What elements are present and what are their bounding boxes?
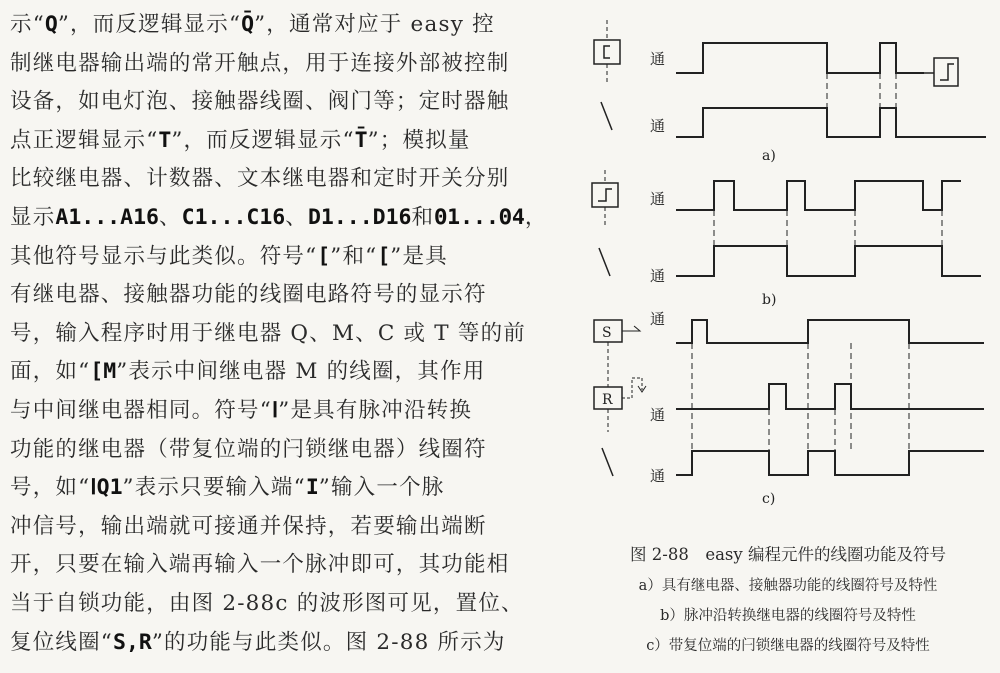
sub-label-a: a) (762, 148, 776, 164)
sub-label-c: c) (762, 491, 776, 507)
figure-2-88 (576, 0, 1000, 673)
pulse-edge-icon (598, 189, 612, 201)
text-line (10, 122, 565, 161)
coil-symbol-a (594, 40, 620, 64)
lcd-symbol: I (305, 475, 319, 501)
caption-item-b: b）脉冲沿转换继电器的线圈符号及特性 (660, 608, 916, 624)
text-run: ”输入一个脉 (318, 475, 445, 501)
panel-b (592, 170, 981, 308)
text-run: ”，而反逻辑显示“ (57, 12, 242, 37)
text-line (10, 83, 565, 122)
contact-switch-icon (599, 248, 610, 276)
lcd-symbol: Θ1...Θ4 (434, 204, 525, 230)
lcd-symbol: Q̄ (241, 12, 255, 37)
text-line (10, 431, 565, 470)
text-run: ”和“ (330, 243, 378, 269)
text-run: 号，如“ (10, 475, 91, 501)
tong-label: 通 (650, 467, 666, 485)
text-line (10, 238, 565, 277)
text-run: ”，而反逻辑显示“ (171, 127, 355, 153)
arrow-icon (622, 326, 640, 331)
text-run: 开，只要在输入端再输入一个脉冲即可，其功能相 (10, 552, 510, 578)
tong-label: 通 (650, 50, 666, 68)
text-run: 其他符号显示与此类似。符号“ (10, 243, 318, 269)
text-run: 面，如“ (10, 359, 91, 385)
text-line (10, 508, 565, 547)
text-line (10, 6, 565, 45)
waveform-diagram (576, 0, 1000, 540)
text-line (10, 315, 565, 354)
text-line (10, 45, 565, 84)
caption-item-c: c）带复位端的闩锁继电器的线圈符号及特性 (646, 638, 930, 654)
lcd-symbol: T̄ (354, 127, 368, 153)
lcd-symbol: A1...A16 (55, 204, 159, 230)
output-toggle-b (676, 246, 981, 276)
text-run: 设备，如电灯泡、接触器线圈、阀门等；定时器触 (10, 89, 510, 115)
text-run: 和 (411, 204, 435, 230)
pulse-edge-icon (940, 64, 954, 80)
text-run: ”是具 (390, 243, 448, 269)
text-run: 、 (285, 204, 308, 230)
text-line (10, 624, 565, 663)
coil-symbol-b (592, 183, 618, 207)
text-run: ”，通常对应于 easy 控 (254, 12, 495, 37)
text-run: 点正逻辑显示“ (10, 127, 159, 153)
panel-c (594, 310, 984, 507)
text-line (10, 469, 565, 508)
tong-label: 通 (650, 117, 666, 135)
lcd-symbol: [M (90, 359, 117, 385)
text-run: 与中间继电器相同。符号“ (10, 397, 272, 423)
text-line (10, 160, 565, 199)
tong-label: 通 (650, 406, 666, 424)
lcd-symbol: D1...D16 (307, 204, 412, 230)
text-line (10, 199, 565, 238)
set-signal-c (676, 320, 984, 343)
text-line (10, 546, 565, 585)
set-label: S (602, 325, 612, 341)
text-run: ”表示中间继电器 M 的线圈，其作用 (116, 359, 486, 385)
lcd-symbol: [ (317, 243, 331, 269)
text-line (10, 276, 565, 315)
lcd-symbol: Ⅰ (271, 397, 279, 423)
text-run: 、 (158, 204, 182, 230)
text-run: 冲信号，输出端就可接通并保持，若要输出端断 (10, 513, 487, 539)
text-run: 功能的继电器（带复位端的闩锁继电器）线圈符 (10, 436, 487, 462)
lcd-symbol: [ (377, 243, 391, 269)
lcd-symbol: ⅠQ1 (90, 475, 123, 501)
text-run: 当于自锁功能，由图 2-88c 的波形图可见，置位、 (10, 590, 524, 616)
sub-label-b: b) (762, 292, 777, 308)
text-line (10, 353, 565, 392)
lcd-symbol: S,R (113, 629, 152, 655)
reset-signal-c (676, 384, 984, 409)
text-run: ”表示只要输入端“ (122, 475, 306, 501)
tong-label: 通 (650, 190, 666, 208)
tong-label: 通 (650, 310, 666, 328)
text-line (10, 585, 565, 624)
output-signal-c (676, 451, 984, 475)
figure-caption: 图 2-88 easy 编程元件的线圈功能及符号 (630, 545, 946, 564)
text-run: 显示 (10, 204, 56, 230)
text-run: 复位线圈“ (10, 629, 113, 655)
contact-switch-icon (601, 102, 612, 130)
pulse-symbol-box (934, 58, 958, 86)
contact-switch-icon (602, 448, 613, 476)
text-run: 有继电器、接触器功能的线圈电路符号的显示符 (10, 282, 487, 308)
lcd-symbol: C1...C16 (181, 204, 286, 230)
coil-bracket-icon (604, 46, 610, 58)
lcd-symbol: T (158, 127, 172, 153)
text-run: 号，输入程序时用于继电器 Q、M、C 或 T 等的前 (10, 320, 526, 346)
text-line (10, 392, 565, 431)
text-run: ”是具有脉冲沿转换 (278, 397, 473, 423)
text-run: ， (524, 204, 548, 230)
text-run: 示“ (10, 12, 45, 37)
coil-signal-a (676, 43, 924, 73)
text-run: 比较继电器、计数器、文本继电器和定时开关分别 (10, 166, 510, 192)
panel-a (594, 20, 986, 164)
text-run: 制继电器输出端的常开触点，用于连接外部被控制 (10, 50, 510, 76)
lcd-symbol: Q (44, 12, 58, 37)
text-run: ”；模拟量 (367, 127, 471, 153)
tong-label: 通 (650, 267, 666, 285)
reset-label: R (602, 392, 613, 408)
text-run: ”的功能与此类似。图 2-88 所示为 (151, 629, 506, 655)
contact-signal-a (676, 108, 986, 137)
body-text (10, 6, 565, 662)
caption-item-a: a）具有继电器、接触器功能的线圈符号及特性 (638, 578, 938, 594)
input-pulse-b (676, 181, 961, 210)
